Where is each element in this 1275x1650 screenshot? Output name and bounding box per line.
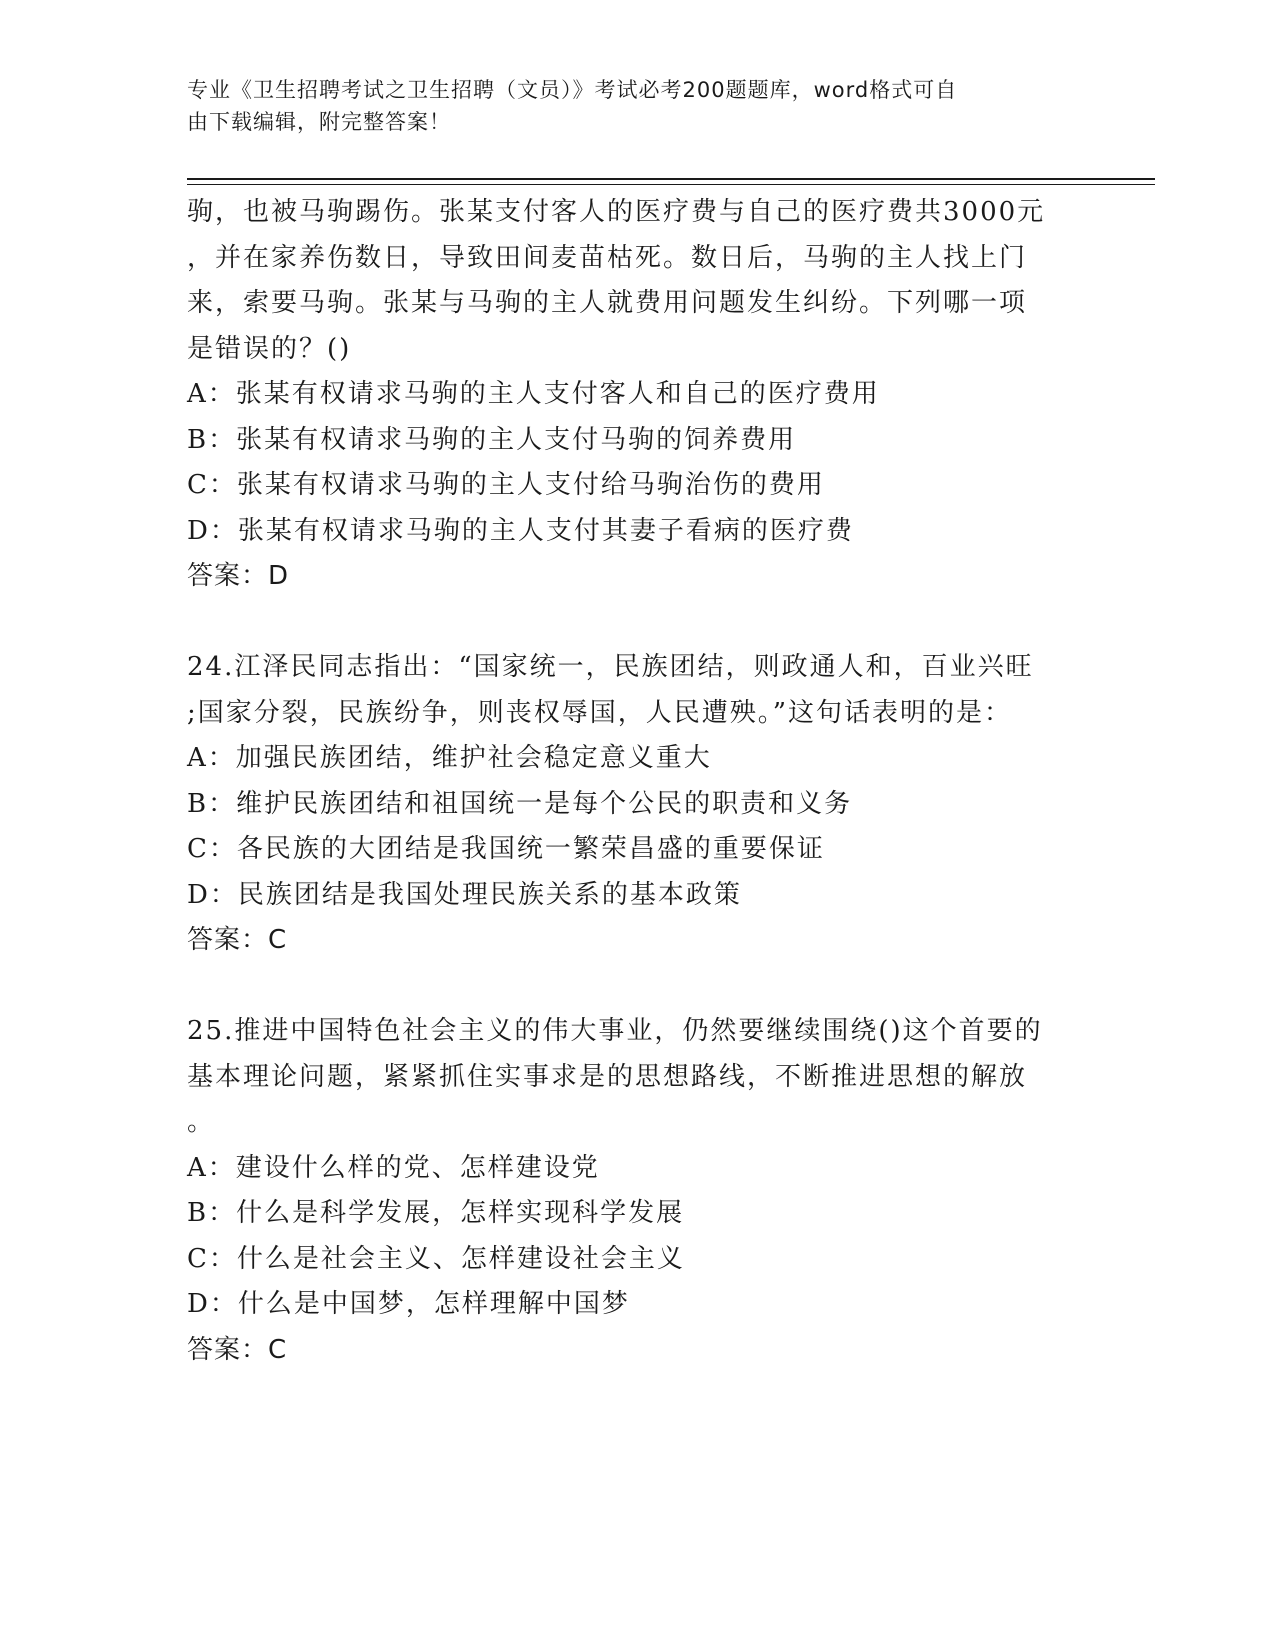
question-25 [187,1009,1087,1373]
option-d: D：什么是中国梦，怎样理解中国梦 [187,1289,630,1319]
question-24 [187,645,1087,964]
option-d: D：张某有权请求马驹的主人支付其妻子看病的医疗费 [187,515,854,546]
question-text-line: 驹，也被马驹踢伤。张某支付客人的医疗费与自己的医疗费共3000元 [187,197,1046,227]
answer: 答案：C [187,1334,288,1365]
spacer [187,964,1087,1010]
option-c: C：各民族的大团结是我国统一繁荣昌盛的重要保证 [187,834,825,864]
question-text-line: 基本理论问题，紧紧抓住实事求是的思想路线，不断推进思想的解放 [187,1061,1028,1092]
question-text-line: ;国家分裂，民族纷争，则丧权辱国，人民遭殃。”这句话表明的是： [187,697,1013,728]
question-text-line: 24.江泽民同志指出：“国家统一，民族团结，则政通人和，百业兴旺 [187,652,1034,682]
option-a: A：加强民族团结，维护社会稳定意义重大 [187,743,712,773]
option-b: B：张某有权请求马驹的主人支付马驹的饲养费用 [187,424,797,455]
option-b: B：什么是科学发展，怎样实现科学发展 [187,1198,685,1228]
question-text-line: 25.推进中国特色社会主义的伟大事业，仍然要继续围绕()这个首要的 [187,1016,1043,1046]
option-c: C：张某有权请求马驹的主人支付给马驹治伤的费用 [187,470,825,500]
option-d: D：民族团结是我国处理民族关系的基本政策 [187,879,742,910]
page-header [187,74,1067,138]
question-text-line: 。 [187,1107,216,1137]
option-b: B：维护民族团结和祖国统一是每个公民的职责和义务 [187,788,853,819]
question-text-line: 是错误的？() [187,333,352,364]
question-text-line: ，并在家养伤数日，导致田间麦苗枯死。数日后，马驹的主人找上门 [187,242,1028,273]
option-a: A：建设什么样的党、怎样建设党 [187,1152,600,1183]
answer: 答案：C [187,925,288,955]
header-rule [187,178,1155,180]
option-a: A：张某有权请求马驹的主人支付客人和自己的医疗费用 [187,379,880,409]
answer: 答案：D [187,561,290,591]
question-text-line: 来，索要马驹。张某与马驹的主人就费用问题发生纠纷。下列哪一项 [187,288,1028,318]
document-body [187,190,1087,1373]
option-c: C：什么是社会主义、怎样建设社会主义 [187,1243,685,1274]
header-rule-thin [187,184,1155,185]
spacer [187,600,1087,646]
header-line-2: 由下载编辑，附完整答案！ [187,110,451,134]
question-23 [187,190,1087,600]
header-line-1: 专业《卫生招聘考试之卫生招聘（文员）》考试必考200题题库，word格式可自 [187,78,958,102]
